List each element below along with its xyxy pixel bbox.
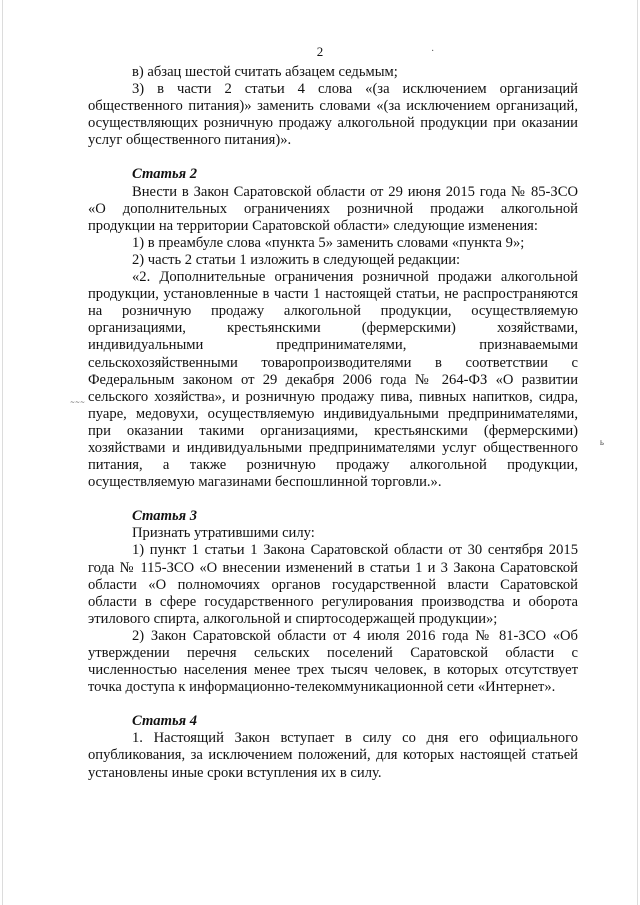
- spacer: [88, 491, 578, 508]
- article-3-item-1: 1) пункт 1 статьи 1 Закона Саратовской области от 30 сентября 2015 года № 115-ЗСО «О внесении изменений в статьи 1 и 3 Закона Саратовской области «О полномочиях органов государственной власти Саратовской области в сфере государственного регулирования производства и оборота этилового спирта, алкогольной и спиртосодержащей продукции»;: [88, 542, 578, 627]
- page-right-edge: [637, 0, 638, 905]
- article-2-new-wording: «2. Дополнительные ограничения розничной продажи алкогольной продукции, установленные в части 1 настоящей статьи, не распространяются на розничную продажу алкогольной продукции, осуществляемую организациями, крестьянскими (фермерскими) хозяйствами, индивидуальными предпринимателями, признаваемыми сельскохозяйственными товаропроизводителями в соответствии с Федеральным законом от 29 декабря 2006 года № 264-ФЗ «О развитии сельского хозяйства», и розничную продажу пива, пивных напитков, сидра, пуаре, медовухи, осуществляемую индивидуальными предпринимателями, при оказании такими организациями, крестьянскими (фермерскими) хозяйствами и индивидуальными предпринимателями услуг общественного питания, а также розничную продажу алкогольной продукции, осуществляемую магазинами беспошлинной торговли.».: [88, 269, 578, 491]
- article-2-item-2: 2) часть 2 статьи 1 изложить в следующей редакции:: [132, 251, 461, 268]
- paragraph-item-3: 3) в части 2 статьи 4 слова «(за исключением организаций общественного питания)» заменить словами «(за исключением организаций, осуществляющих розничную продажу алкогольной продукции при оказании услуг общественного питания)».: [88, 81, 578, 149]
- spacer: [88, 149, 578, 166]
- scan-speck: ·: [431, 46, 435, 57]
- article-3-intro: Признать утратившими силу:: [132, 525, 315, 542]
- paragraph-item-v: в) абзац шестой считать абзацем седьмым;: [132, 64, 398, 80]
- article-2-item-1: 1) в преамбуле слова «пункта 5» заменить словами «пункта 9»;: [132, 234, 525, 251]
- handwritten-mark: ~~~: [70, 399, 86, 406]
- spacer: [88, 696, 578, 713]
- article-4-heading: Статья 4: [132, 713, 198, 730]
- article-2-heading: Статья 2: [132, 166, 198, 183]
- article-3-item-2: 2) Закон Саратовской области от 4 июля 2016 года № 81-ЗСО «Об утверждении перечня сельских поселений Саратовской области с численностью населения менее трех тысяч человек, в которых отсутствует точка доступа к информационно-телекоммуникационной сети «Интернет».: [88, 627, 578, 696]
- article-3-heading: Статья 3: [132, 508, 198, 525]
- page-left-edge: [2, 0, 3, 905]
- page-number: 2: [316, 44, 324, 59]
- margin-mark: ь: [599, 437, 604, 447]
- article-2-intro: Внести в Закон Саратовской области от 29 июня 2015 года № 85-ЗСО «О дополнительных ограничениях розничной продажи алкогольной продукции на территории Саратовской области» следующие изменения:: [88, 183, 578, 234]
- article-4-item-1: 1. Настоящий Закон вступает в силу со дня его официального опубликования, за исключением положений, для которых настоящей статьей установлены иные сроки вступления их в силу.: [88, 730, 578, 781]
- document-body: [88, 64, 578, 782]
